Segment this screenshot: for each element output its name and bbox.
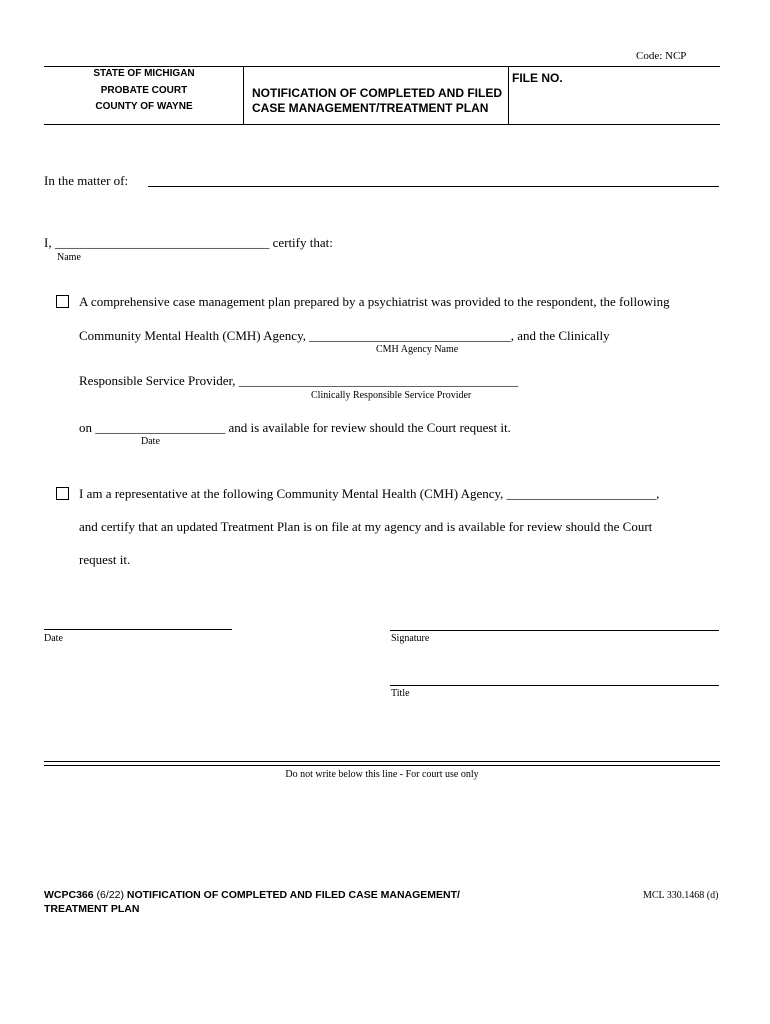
option2-line3: request it. [79, 552, 131, 567]
footer-title [44, 888, 460, 916]
footer-form-id: WCPC366 [44, 889, 94, 901]
header-bottom-rule [44, 124, 720, 125]
header-top-rule [44, 66, 720, 67]
court-state: STATE OF MICHIGAN [93, 68, 195, 79]
cmh-agency-caption: CMH Agency Name [376, 344, 459, 355]
form-title-line2: CASE MANAGEMENT/TREATMENT PLAN [252, 101, 489, 115]
name-caption: Name [57, 252, 81, 263]
court-use-note: Do not write below this line - For court use only [285, 769, 479, 780]
option1-line1: A comprehensive case management plan prepared by a psychiatrist was provided to the respondent, the following [79, 294, 670, 309]
certify-line: I, _________________________________ certify that: [44, 235, 333, 250]
footer-revision: (6/22) [96, 889, 124, 901]
matter-field[interactable] [148, 186, 719, 187]
option1-line4: on ____________________ and is available for review should the Court request it. [79, 420, 511, 435]
file-no-field[interactable] [512, 86, 718, 122]
signature-field[interactable] [390, 630, 719, 631]
footer-title-line2: TREATMENT PLAN [44, 903, 140, 915]
option1-line3: Responsible Service Provider, ___________________________________________ [79, 373, 519, 388]
provider-caption: Clinically Responsible Service Provider [311, 390, 472, 401]
date-caption: Date [141, 436, 160, 447]
option2-line1: I am a representative at the following Community Mental Health (CMH) Agency, _______________________, [79, 486, 660, 501]
court-name: PROBATE COURT [100, 85, 188, 96]
file-no-label: FILE NO. [512, 71, 563, 85]
matter-label: In the matter of: [44, 173, 129, 188]
option2-checkbox[interactable] [56, 487, 69, 500]
header-divider-right [508, 66, 509, 125]
date-field[interactable] [44, 629, 232, 630]
option1-line2: Community Mental Health (CMH) Agency, _______________________________, and the Clinically [79, 328, 610, 343]
title-label: Title [391, 688, 410, 699]
form-code: Code: NCP [636, 50, 687, 62]
option1-checkbox[interactable] [56, 295, 69, 308]
date-label: Date [44, 633, 63, 644]
court-county: COUNTY OF WAYNE [95, 101, 193, 112]
court-use-rule-top [44, 761, 720, 762]
footer-title-line1: NOTIFICATION OF COMPLETED AND FILED CASE MANAGEMENT/ [126, 889, 460, 901]
form-title-line1: NOTIFICATION OF COMPLETED AND FILED [252, 86, 502, 100]
footer-statute: MCL 330.1468 (d) [643, 890, 719, 901]
signature-label: Signature [391, 633, 430, 644]
title-field[interactable] [390, 685, 719, 686]
option2-line2: and certify that an updated Treatment Plan is on file at my agency and is available for review should the Court [79, 519, 653, 534]
court-use-rule-bottom [44, 765, 720, 766]
